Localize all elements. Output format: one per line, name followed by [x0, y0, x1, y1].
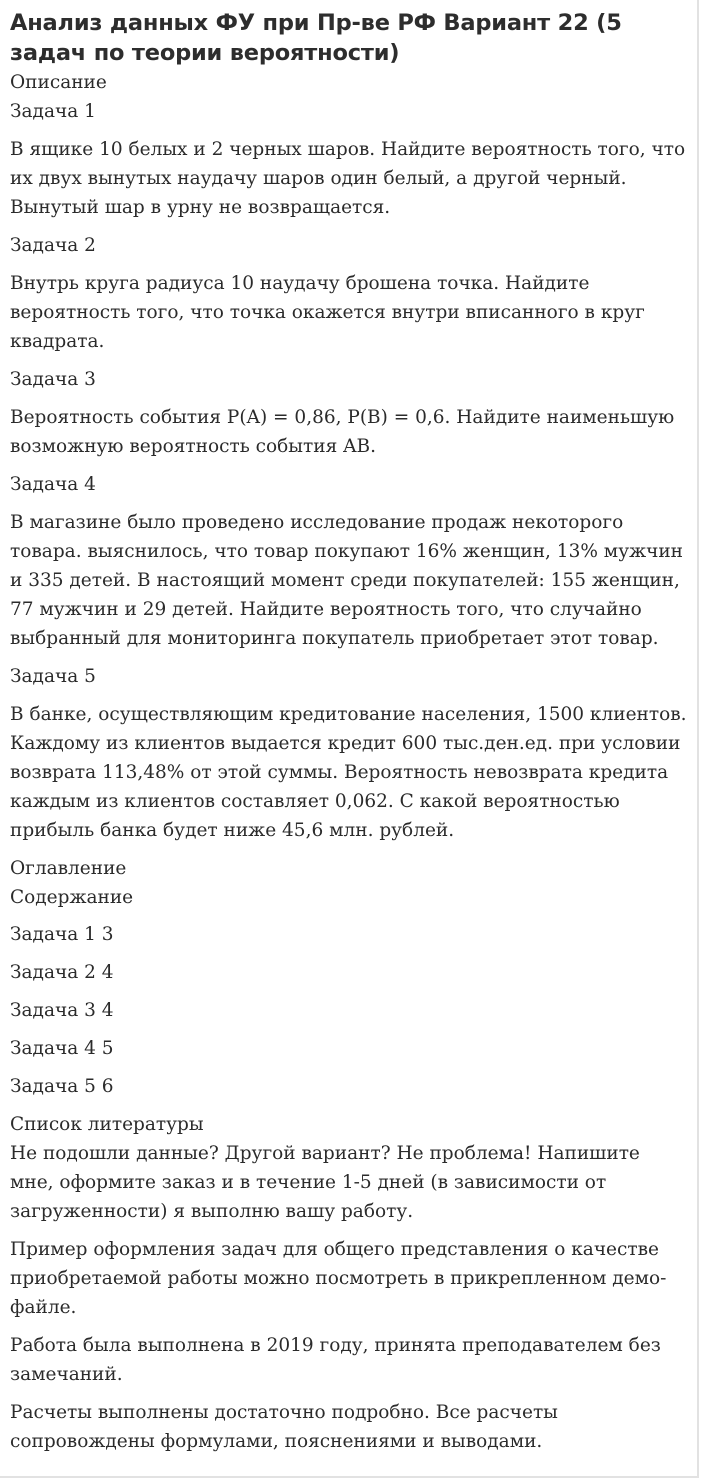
- task-text: В магазине было проведено исследование продаж некоторого товара. выяснилось, что товар покупают 16% женщин, 13% мужчин и 335 детей. В настоящий момент среди покупателей: 155 женщин, 77 мужчин и 29 детей. Найдите вероятность того, что случайно выбранный для мониторинга покупатель приобретает этот товар.: [10, 512, 683, 649]
- toc-item: Задача 2 4: [10, 962, 114, 983]
- task-heading: Задача 5: [10, 666, 96, 687]
- task-4: [10, 470, 687, 653]
- task-heading: Задача 4: [10, 474, 96, 495]
- contents-label: Содержание: [10, 887, 134, 908]
- task-heading: Задача 1: [10, 101, 96, 122]
- page-title: Анализ данных ФУ при Пр-ве РФ Вариант 22 (5 задач по теории вероятности): [10, 10, 622, 66]
- task-heading: Задача 3: [10, 369, 96, 390]
- task-2: [10, 231, 687, 356]
- task-3: [10, 365, 687, 461]
- task-heading: Задача 2: [10, 235, 96, 256]
- note-paragraph: Пример оформления задач для общего представления о качестве приобретаемой работы можно посмотреть в прикрепленном демо-файле.: [10, 1239, 667, 1318]
- toc-label: Оглавление: [10, 858, 127, 879]
- task-5: [10, 662, 687, 845]
- task-text: В ящике 10 белых и 2 черных шаров. Найдите вероятность того, что их двух вынутых наудачу шаров один белый, а другой черный. Вынутый шар в урну не возвращается.: [10, 139, 686, 218]
- description-label: Описание: [10, 72, 107, 93]
- note-paragraph: Работа была выполнена в 2019 году, принята преподавателем без замечаний.: [10, 1335, 661, 1385]
- toc-item: Задача 4 5: [10, 1038, 114, 1059]
- toc-item: Задача 3 4: [10, 1000, 114, 1021]
- task-text: Вероятность события P(A) = 0,86, P(B) = 0,6. Найдите наименьшую возможную вероятность события AB.: [10, 407, 675, 457]
- note-paragraph: Не подошли данные? Другой вариант? Не проблема! Напишите мне, оформите заказ и в течение 1-5 дней (в зависимости от загруженности) я выполню вашу работу.: [10, 1143, 640, 1222]
- toc-item: Задача 5 6: [10, 1076, 114, 1097]
- task-text: В банке, осуществляющим кредитование населения, 1500 клиентов. Каждому из клиентов выдается кредит 600 тыс.ден.ед. при условии возврата 113,48% от этой суммы. Вероятность невозврата кредита каждым из клиентов составляет 0,062. С какой вероятностью прибыль банка будет ниже 45,6 млн. рублей.: [10, 704, 687, 841]
- task-1: [10, 97, 687, 222]
- note-paragraph: Расчеты выполнены достаточно подробно. Все расчеты сопровождены формулами, пояснениями и выводами.: [10, 1402, 558, 1452]
- bibliography-label: Список литературы: [10, 1114, 204, 1135]
- toc-item: Задача 1 3: [10, 924, 114, 945]
- task-text: Внутрь круга радиуса 10 наудачу брошена точка. Найдите вероятность того, что точка окажется внутри вписанного в круг квадрата.: [10, 273, 645, 352]
